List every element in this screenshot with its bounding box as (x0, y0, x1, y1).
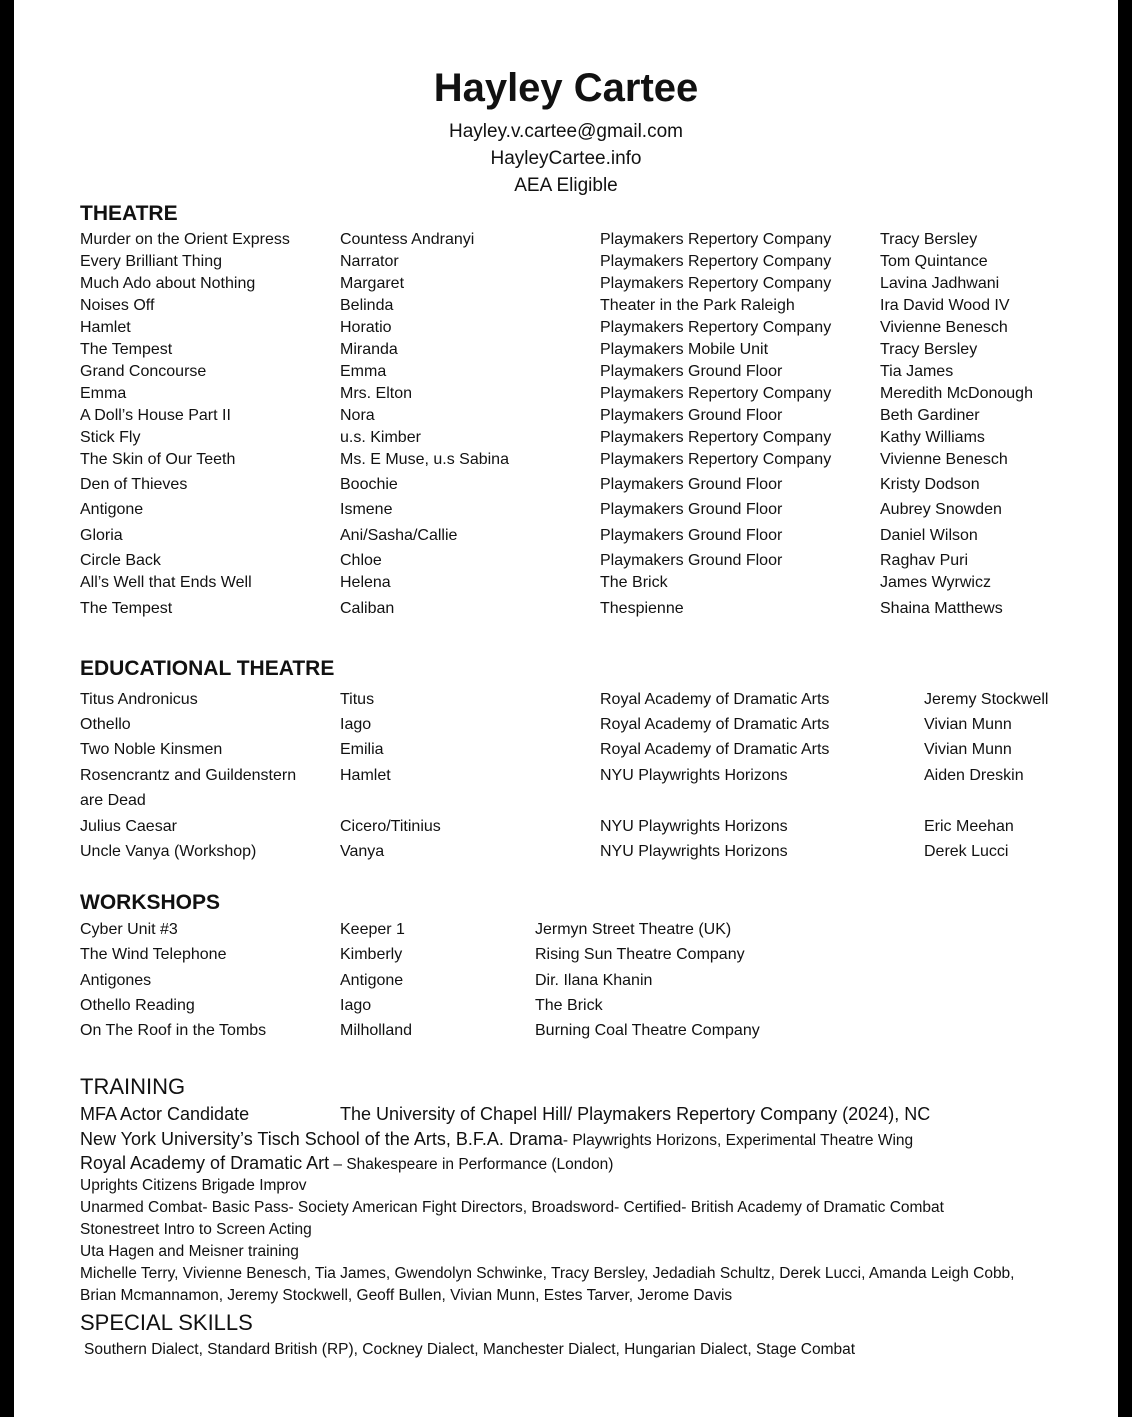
rada-training-detail: – Shakespeare in Performance (London) (329, 1156, 614, 1173)
theatre-role: Narrator (340, 253, 399, 270)
workshop-title: Antigones (80, 972, 152, 989)
email: Hayley.v.cartee@gmail.com (449, 121, 683, 142)
workshop-title: On The Roof in the Tombs (80, 1022, 267, 1039)
theatre-role: Caliban (340, 600, 395, 617)
theatre-director: Vivienne Benesch (880, 451, 1008, 468)
theatre-director: Kathy Williams (880, 429, 985, 446)
edu-director: Vivian Munn (924, 741, 1012, 758)
theatre-company: Playmakers Repertory Company (600, 253, 832, 270)
theatre-director: James Wyrwicz (880, 574, 991, 591)
theatre-director: Aubrey Snowden (880, 501, 1002, 518)
nyu-training-detail: - Playwrights Horizons, Experimental Theatre Wing (562, 1132, 914, 1149)
edu-play-title: Uncle Vanya (Workshop) (80, 843, 257, 860)
edu-role: Vanya (340, 843, 385, 860)
mfa-label: MFA Actor Candidate (80, 1104, 250, 1124)
theatre-role: Emma (340, 363, 387, 380)
theatre-director: Daniel Wilson (880, 527, 978, 544)
theatre-director: Tom Quintance (880, 253, 988, 270)
edu-role: Cicero/Titinius (340, 818, 441, 835)
theatre-director: Raghav Puri (880, 552, 969, 569)
theatre-play-title: The Skin of Our Teeth (80, 451, 236, 468)
theatre-role: Ms. E Muse, u.s Sabina (340, 451, 509, 468)
theatre-company: Playmakers Repertory Company (600, 429, 832, 446)
theatre-company: Thespienne (600, 600, 684, 617)
training-line: Unarmed Combat- Basic Pass- Society American Fight Directors, Broadsword- Certified- British Academy of Dramatic Combat (80, 1199, 944, 1216)
edu-institution: Royal Academy of Dramatic Arts (600, 741, 830, 758)
workshop-title: Othello Reading (80, 997, 195, 1014)
edu-play-title: are Dead (80, 792, 146, 809)
edu-director: Derek Lucci (924, 843, 1009, 860)
theatre-role: Countess Andranyi (340, 231, 475, 248)
workshop-company: Rising Sun Theatre Company (535, 946, 745, 963)
edu-director: Jeremy Stockwell (924, 691, 1049, 708)
rada-training (80, 1153, 613, 1174)
theatre-company: Theater in the Park Raleigh (600, 297, 795, 314)
workshops-heading: WORKSHOPS (80, 891, 221, 914)
theatre-director: Tia James (880, 363, 954, 380)
theatre-company: Playmakers Mobile Unit (600, 341, 769, 358)
theatre-company: Playmakers Ground Floor (600, 476, 783, 493)
workshop-company: Dir. Ilana Khanin (535, 972, 653, 989)
theatre-play-title: Den of Thieves (80, 476, 188, 493)
educational-theatre-heading: EDUCATIONAL THEATRE (80, 657, 335, 680)
theatre-play-title: Stick Fly (80, 429, 141, 446)
edu-role: Iago (340, 716, 372, 733)
theatre-company: Playmakers Repertory Company (600, 319, 832, 336)
theatre-role: Ismene (340, 501, 393, 518)
edu-play-title: Titus Andronicus (80, 691, 198, 708)
mfa-school: The University of Chapel Hill/ Playmakers Repertory Company (2024), NC (340, 1104, 931, 1124)
training-line: Brian Mcmannamon, Jeremy Stockwell, Geoff Bullen, Vivian Munn, Estes Tarver, Jerome Davis (80, 1287, 733, 1304)
theatre-director: Lavina Jadhwani (880, 275, 1000, 292)
theatre-play-title: Gloria (80, 527, 123, 544)
theatre-role: Boochie (340, 476, 398, 493)
nyu-training-main: New York University’s Tisch School of the Arts, B.F.A. Drama (80, 1129, 563, 1149)
rada-training-main: Royal Academy of Dramatic Art (80, 1153, 330, 1173)
edu-play-title: Rosencrantz and Guildenstern (80, 767, 297, 784)
edu-institution: Royal Academy of Dramatic Arts (600, 691, 830, 708)
theatre-play-title: All’s Well that Ends Well (80, 574, 252, 591)
edu-play-title: Othello (80, 716, 131, 733)
edu-institution: Royal Academy of Dramatic Arts (600, 716, 830, 733)
theatre-role: Ani/Sasha/Callie (340, 527, 458, 544)
edu-director: Vivian Munn (924, 716, 1012, 733)
theatre-role: Margaret (340, 275, 405, 292)
theatre-play-title: Emma (80, 385, 127, 402)
theatre-play-title: Grand Concourse (80, 363, 207, 380)
theatre-play-title: Much Ado about Nothing (80, 275, 256, 292)
theatre-role: u.s. Kimber (340, 429, 421, 446)
theatre-play-title: Murder on the Orient Express (80, 231, 290, 248)
workshop-company: Burning Coal Theatre Company (535, 1022, 760, 1039)
theatre-director: Ira David Wood IV (880, 297, 1010, 314)
theatre-play-title: Hamlet (80, 319, 131, 336)
theatre-role: Mrs. Elton (340, 385, 413, 402)
theatre-role: Miranda (340, 341, 398, 358)
union-status: AEA Eligible (514, 175, 618, 196)
workshop-role: Milholland (340, 1022, 413, 1039)
training-heading: TRAINING (80, 1074, 186, 1099)
theatre-role: Horatio (340, 319, 392, 336)
theatre-role: Nora (340, 407, 375, 424)
theatre-director: Beth Gardiner (880, 407, 980, 424)
theatre-director: Kristy Dodson (880, 476, 980, 493)
workshop-company: The Brick (535, 997, 603, 1014)
special-skills-heading: SPECIAL SKILLS (80, 1310, 253, 1335)
theatre-role: Chloe (340, 552, 382, 569)
theatre-company: The Brick (600, 574, 668, 591)
workshop-title: Cyber Unit #3 (80, 921, 178, 938)
theatre-company: Playmakers Ground Floor (600, 552, 783, 569)
edu-director: Eric Meehan (924, 818, 1014, 835)
theatre-heading: THEATRE (80, 202, 178, 225)
edu-director: Aiden Dreskin (924, 767, 1024, 784)
workshop-role: Iago (340, 997, 372, 1014)
theatre-director: Vivienne Benesch (880, 319, 1008, 336)
edu-role: Emilia (340, 741, 384, 758)
theatre-company: Playmakers Repertory Company (600, 231, 832, 248)
special-skills-text: Southern Dialect, Standard British (RP), Cockney Dialect, Manchester Dialect, Hungarian Dialect, Stage Combat (84, 1341, 856, 1358)
workshop-role: Kimberly (340, 946, 403, 963)
training-line: Stonestreet Intro to Screen Acting (80, 1221, 312, 1238)
workshop-role: Keeper 1 (340, 921, 405, 938)
edu-institution: NYU Playwrights Horizons (600, 818, 788, 835)
theatre-role: Belinda (340, 297, 394, 314)
theatre-play-title: Every Brilliant Thing (80, 253, 222, 270)
theatre-company: Playmakers Ground Floor (600, 407, 783, 424)
theatre-play-title: A Doll’s House Part II (80, 407, 231, 424)
workshop-title: The Wind Telephone (80, 946, 227, 963)
theatre-play-title: Circle Back (80, 552, 161, 569)
theatre-company: Playmakers Ground Floor (600, 363, 783, 380)
workshop-company: Jermyn Street Theatre (UK) (535, 921, 732, 938)
theatre-company: Playmakers Repertory Company (600, 385, 832, 402)
theatre-play-title: The Tempest (80, 341, 173, 358)
theatre-company: Playmakers Repertory Company (600, 275, 832, 292)
theatre-play-title: Noises Off (80, 297, 155, 314)
training-line: Uta Hagen and Meisner training (80, 1243, 299, 1260)
workshop-role: Antigone (340, 972, 404, 989)
nyu-training (80, 1129, 913, 1150)
training-line: Uprights Citizens Brigade Improv (80, 1177, 307, 1194)
edu-role: Titus (340, 691, 375, 708)
theatre-play-title: Antigone (80, 501, 144, 518)
edu-role: Hamlet (340, 767, 391, 784)
edu-play-title: Two Noble Kinsmen (80, 741, 223, 758)
theatre-director: Tracy Bersley (880, 341, 978, 358)
theatre-director: Tracy Bersley (880, 231, 978, 248)
theatre-company: Playmakers Ground Floor (600, 527, 783, 544)
theatre-director: Shaina Matthews (880, 600, 1003, 617)
theatre-director: Meredith McDonough (880, 385, 1033, 402)
training-line: Michelle Terry, Vivienne Benesch, Tia James, Gwendolyn Schwinke, Tracy Bersley, Jedadiah Schultz, Derek Lucci, Amanda Leigh Cobb, (80, 1265, 1015, 1282)
theatre-play-title: The Tempest (80, 600, 173, 617)
theatre-company: Playmakers Ground Floor (600, 501, 783, 518)
edu-institution: NYU Playwrights Horizons (600, 843, 788, 860)
theatre-company: Playmakers Repertory Company (600, 451, 832, 468)
edu-institution: NYU Playwrights Horizons (600, 767, 788, 784)
theatre-role: Helena (340, 574, 391, 591)
name-heading: Hayley Cartee (433, 66, 699, 110)
edu-play-title: Julius Caesar (80, 818, 177, 835)
website: HayleyCartee.info (490, 148, 642, 169)
